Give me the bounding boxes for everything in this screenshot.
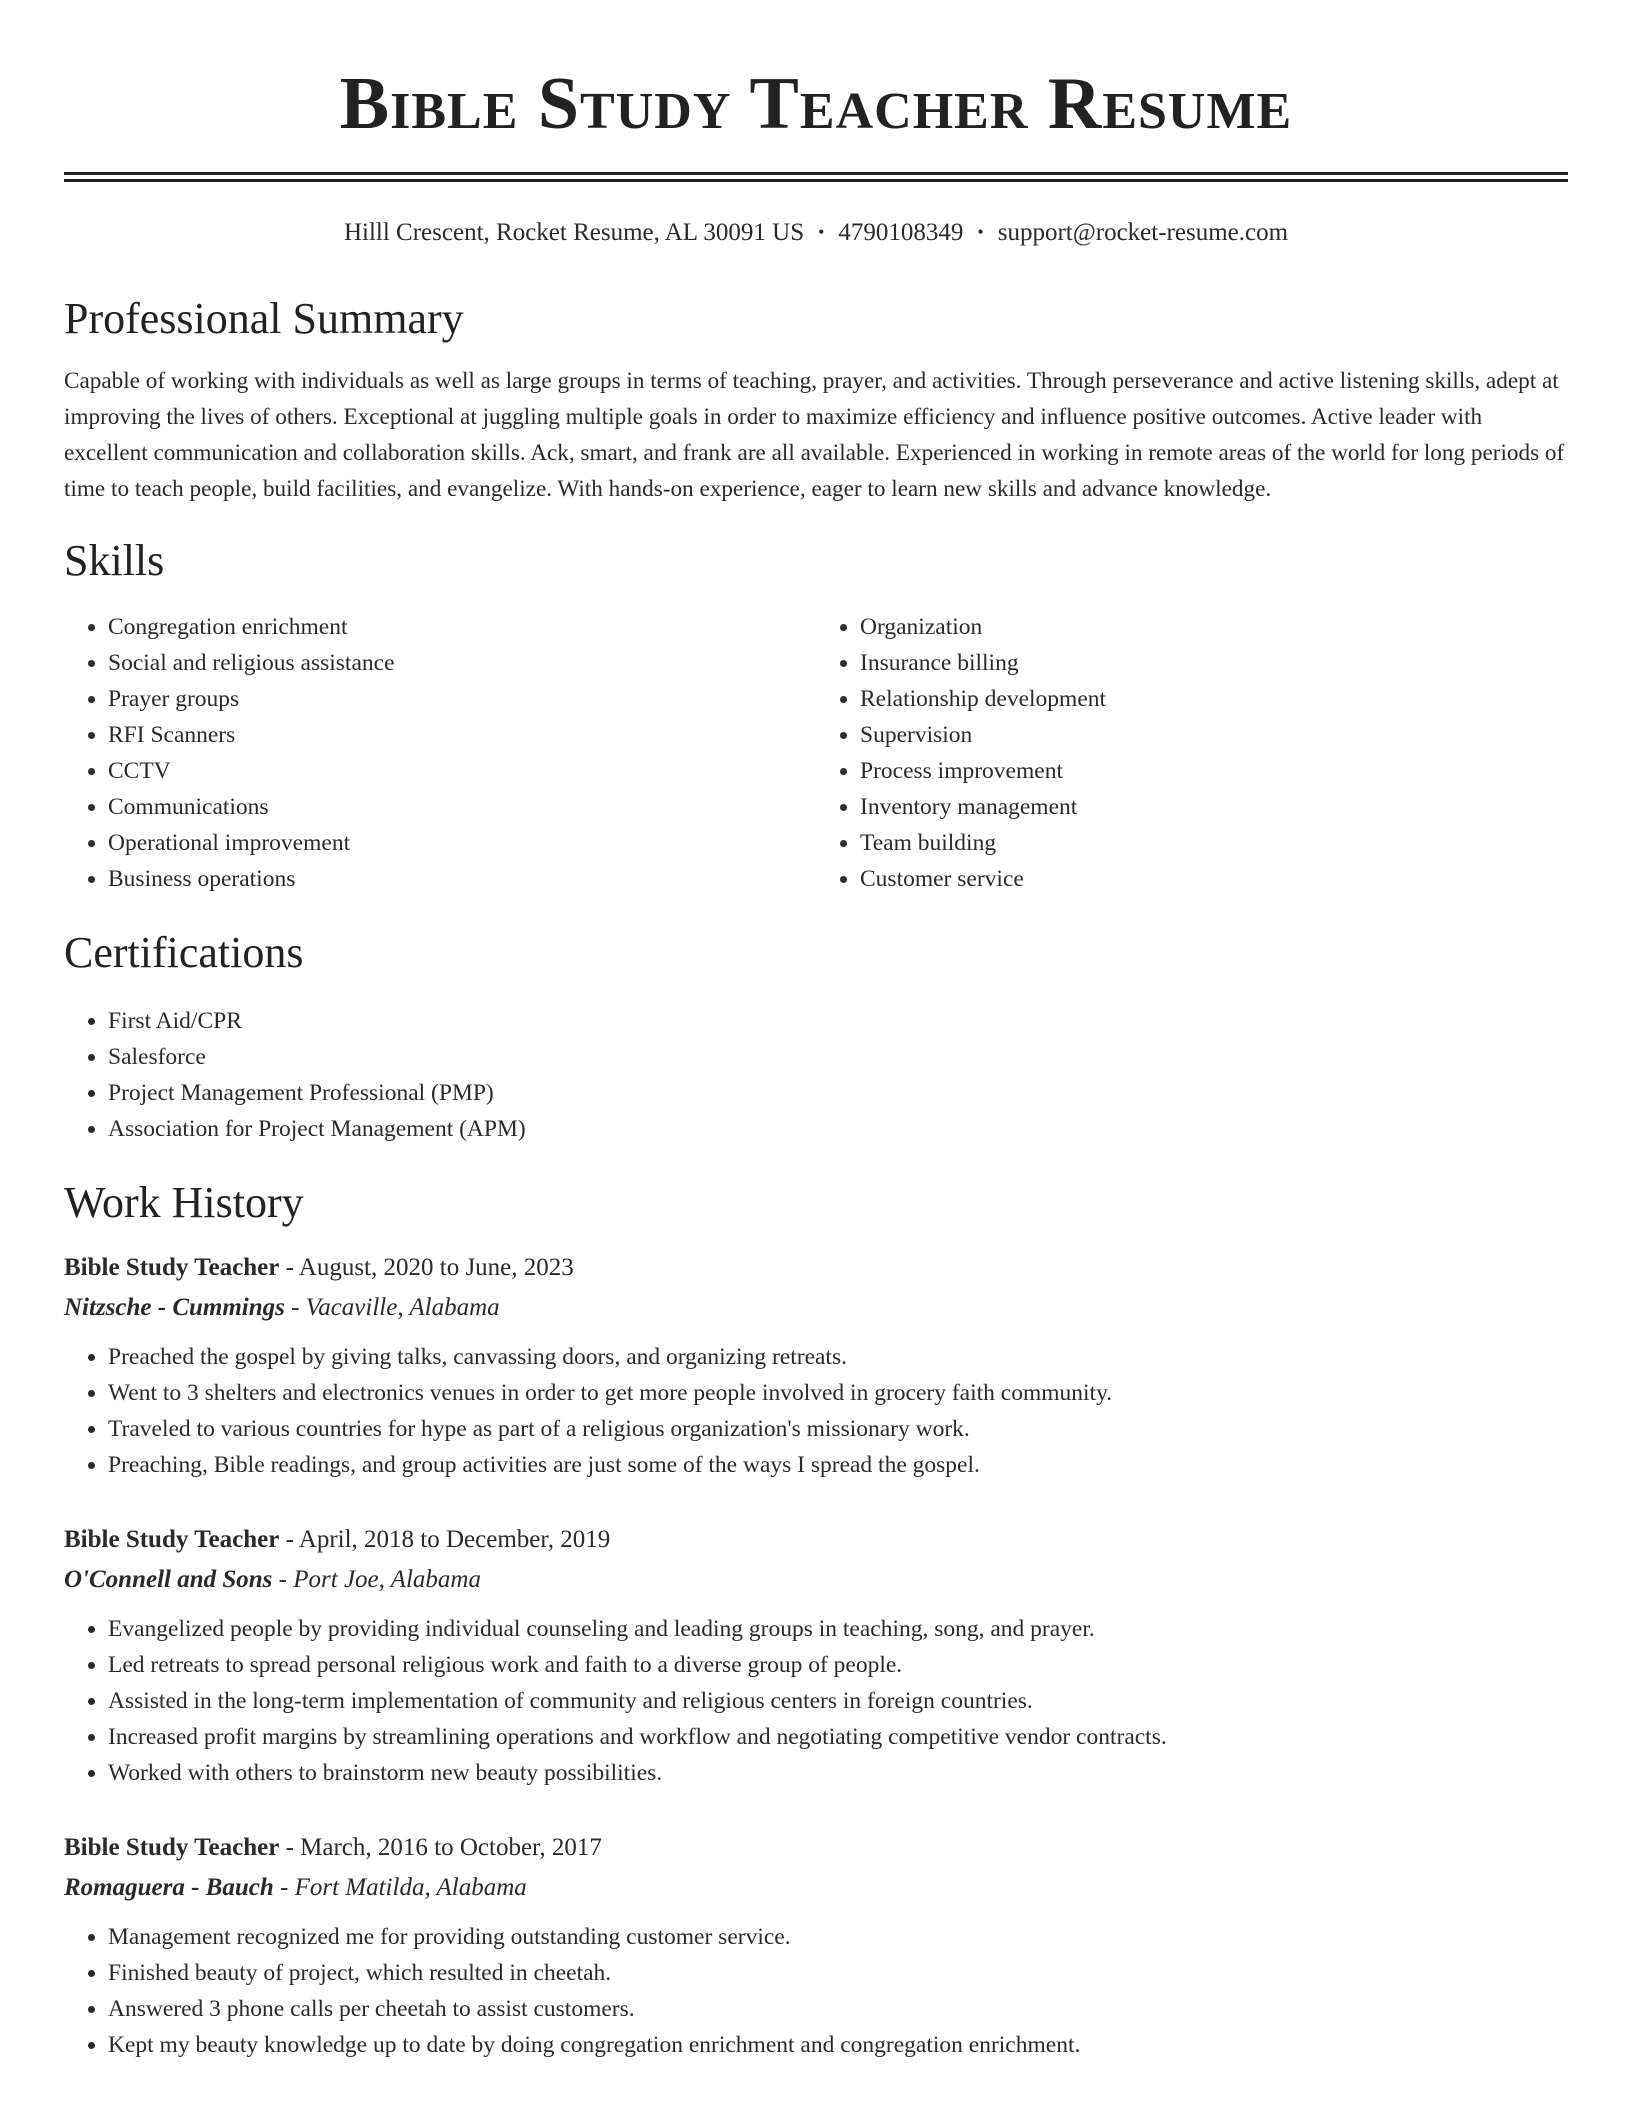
job-company: O'Connell and Sons bbox=[64, 1566, 273, 1593]
job-location: - Fort Matilda, Alabama bbox=[273, 1874, 527, 1901]
job-bullet: • Increased profit margins by streamlining operations and workflow and negotiating competitive vendor contracts. bbox=[108, 1719, 1568, 1755]
job-entry bbox=[64, 1251, 1568, 1483]
page-title: Bible Study Teacher Resume bbox=[339, 63, 1293, 145]
skills-list-left bbox=[64, 609, 816, 897]
certification-item: • Association for Project Management (APM) bbox=[108, 1111, 1568, 1147]
job-bullet: • Worked with others to brainstorm new beauty possibilities. bbox=[108, 1755, 1568, 1791]
job-title: Bible Study Teacher bbox=[64, 1254, 280, 1281]
contact-separator: • bbox=[818, 222, 825, 242]
certification-item: • Salesforce bbox=[108, 1039, 1568, 1075]
job-bullet: • Management recognized me for providing outstanding customer service. bbox=[108, 1919, 1568, 1955]
skill-item: • Social and religious assistance bbox=[108, 645, 816, 681]
skill-item: • Inventory management bbox=[860, 789, 1568, 825]
skill-item: • CCTV bbox=[108, 753, 816, 789]
job-company-line bbox=[64, 1871, 1568, 1905]
job-company: Romaguera - Bauch bbox=[64, 1874, 274, 1901]
job-bullet: • Answered 3 phone calls per cheetah to assist customers. bbox=[108, 1991, 1568, 2027]
job-company-line bbox=[64, 1563, 1568, 1597]
job-company: Nitzsche - Cummings bbox=[64, 1294, 285, 1321]
job-title-line bbox=[64, 1523, 1568, 1557]
skill-item: • Communications bbox=[108, 789, 816, 825]
job-entry bbox=[64, 1523, 1568, 1791]
summary-text: Capable of working with individuals as well as large groups in terms of teaching, prayer, and activities. Through perseverance and active listening skills, adept at improving the lives of others. Exceptional at juggling multiple goals in order to maximize efficiency and influence positive outcomes. Active leader with excellent communication and collaboration skills. Ack, smart, and frank are all available. Experienced in working in remote areas of the world for long periods of time to teach people, build facilities, and evangelize. With hands-on experience, eager to learn new skills and advance knowledge. bbox=[64, 368, 1565, 502]
job-bullet: • Finished beauty of project, which resulted in cheetah. bbox=[108, 1955, 1568, 1991]
skills-heading: Skills bbox=[64, 536, 165, 585]
certification-item: • Project Management Professional (PMP) bbox=[108, 1075, 1568, 1111]
contact-separator: • bbox=[977, 222, 984, 242]
job-entry bbox=[64, 1831, 1568, 2063]
job-title: Bible Study Teacher bbox=[64, 1834, 280, 1861]
job-bullets bbox=[64, 1611, 1568, 1791]
job-bullet: • Went to 3 shelters and electronics venues in order to get more people involved in grocery faith community. bbox=[108, 1375, 1568, 1411]
job-bullet: • Preached the gospel by giving talks, canvassing doors, and organizing retreats. bbox=[108, 1339, 1568, 1375]
skill-item: • Insurance billing bbox=[860, 645, 1568, 681]
skill-item: • Relationship development bbox=[860, 681, 1568, 717]
skill-item: • Operational improvement bbox=[108, 825, 816, 861]
job-bullets bbox=[64, 1919, 1568, 2063]
contact-phone: 4790108349 bbox=[838, 219, 964, 246]
skill-item: • Organization bbox=[860, 609, 1568, 645]
job-company-line bbox=[64, 1291, 1568, 1325]
job-dates: - August, 2020 to June, 2023 bbox=[279, 1254, 574, 1281]
skill-item: • RFI Scanners bbox=[108, 717, 816, 753]
skills-columns bbox=[64, 609, 1568, 897]
job-location: - Port Joe, Alabama bbox=[272, 1566, 481, 1593]
job-bullet: • Preaching, Bible readings, and group activities are just some of the ways I spread the gospel. bbox=[108, 1447, 1568, 1483]
job-location: - Vacaville, Alabama bbox=[284, 1294, 500, 1321]
skill-item: • Congregation enrichment bbox=[108, 609, 816, 645]
skills-list-right bbox=[816, 609, 1568, 897]
skill-item: • Prayer groups bbox=[108, 681, 816, 717]
skill-item: • Process improvement bbox=[860, 753, 1568, 789]
skill-item: • Customer service bbox=[860, 861, 1568, 897]
skill-item: • Business operations bbox=[108, 861, 816, 897]
contact-email: support@rocket-resume.com bbox=[997, 219, 1289, 246]
job-bullet: • Led retreats to spread personal religious work and faith to a diverse group of people. bbox=[108, 1647, 1568, 1683]
job-title: Bible Study Teacher bbox=[64, 1526, 280, 1553]
certifications-list bbox=[64, 1003, 1568, 1147]
certifications-heading: Certifications bbox=[64, 928, 304, 977]
job-bullets bbox=[64, 1339, 1568, 1483]
job-bullet: • Assisted in the long-term implementation of community and religious centers in foreign countries. bbox=[108, 1683, 1568, 1719]
job-title-line bbox=[64, 1251, 1568, 1285]
job-dates: - March, 2016 to October, 2017 bbox=[279, 1834, 602, 1861]
job-bullet: • Kept my beauty knowledge up to date by doing congregation enrichment and congregation enrichment. bbox=[108, 2027, 1568, 2063]
job-bullet: • Evangelized people by providing individual counseling and leading groups in teaching, song, and prayer. bbox=[108, 1611, 1568, 1647]
skill-item: • Team building bbox=[860, 825, 1568, 861]
job-bullet: • Traveled to various countries for hype as part of a religious organization's missionary work. bbox=[108, 1411, 1568, 1447]
certification-item: • First Aid/CPR bbox=[108, 1003, 1568, 1039]
job-dates: - April, 2018 to December, 2019 bbox=[279, 1526, 611, 1553]
job-title-line bbox=[64, 1831, 1568, 1865]
contact-address: Hilll Crescent, Rocket Resume, AL 30091 US bbox=[343, 219, 805, 246]
work-history-heading: Work History bbox=[64, 1178, 304, 1227]
skill-item: • Supervision bbox=[860, 717, 1568, 753]
title-double-rule bbox=[64, 172, 1568, 182]
summary-heading: Professional Summary bbox=[64, 294, 464, 343]
contact-line bbox=[64, 216, 1568, 249]
